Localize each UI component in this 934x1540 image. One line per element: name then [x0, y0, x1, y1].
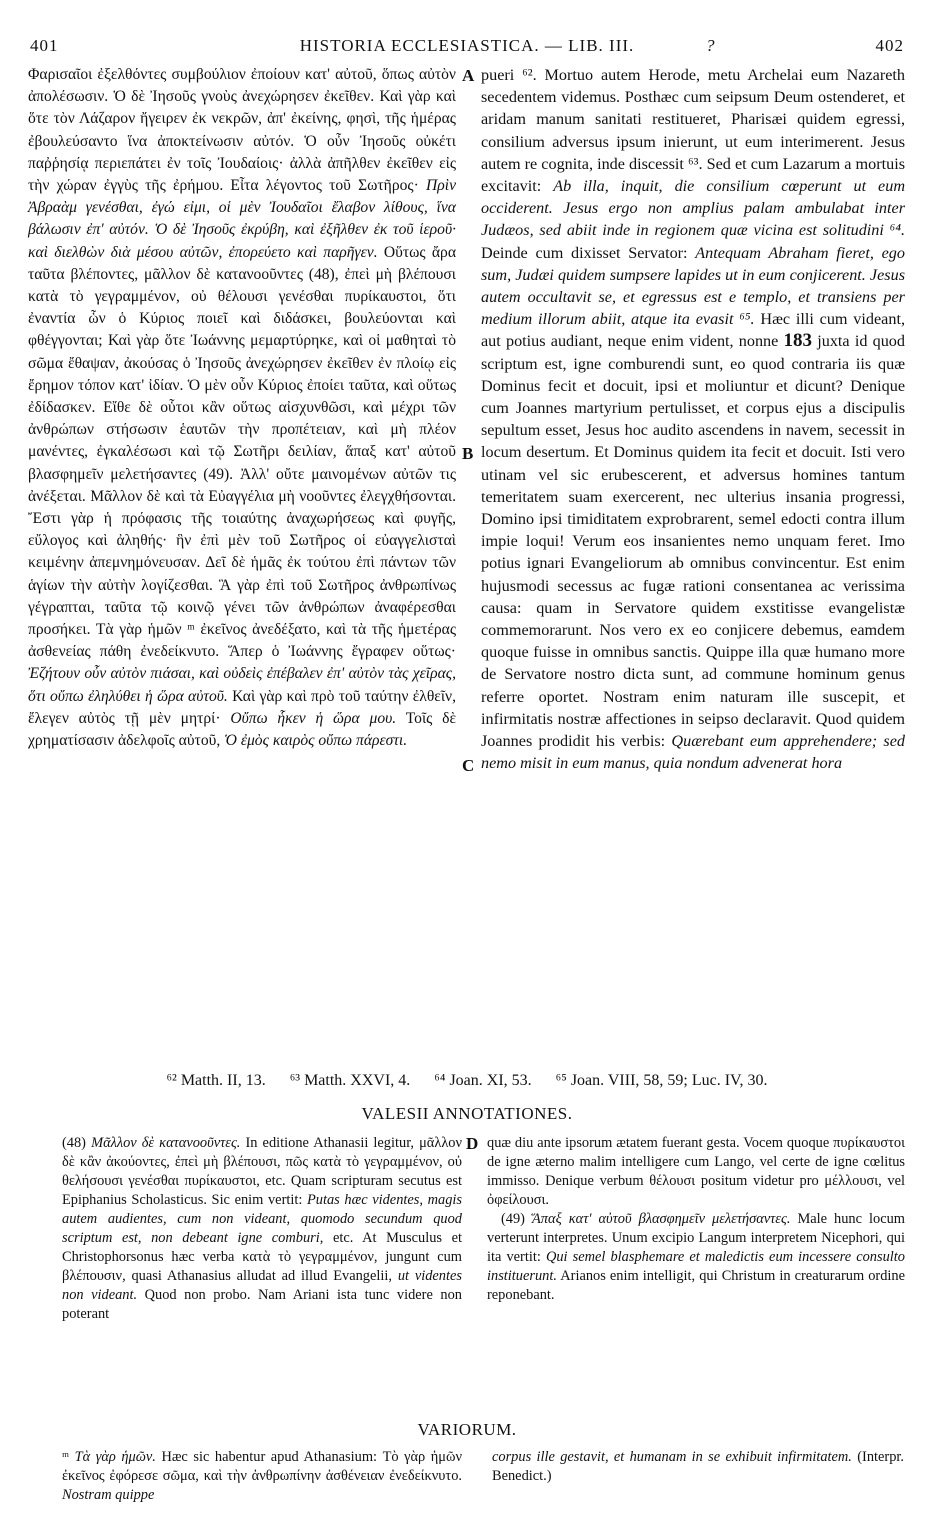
valesii-left: (48) Μᾶλλον δὲ κατανοοῦντες. In editione Athanasii legitur, μᾶλλον δὲ κἂν ἀκούοντες, ἐπεὶ μὴ βλέπουσι, πῶς κατὰ τὸ γεγραμμένον, οὐ θελήσουσι γενέσθαι πυρίκαυστοι, etc. Quam scripturam secutus est Epiphanius Scholasticus. Sic enim vertit: Putas hæc videntes, magis autem audientes, cum non videant, quomodo secundum quod scriptum est, non debeant igne comburi, etc. At Musculus et Christophorsonus hæc verba κατὰ τὸ γεγραμμένον, jungunt cum βλέπουσιν, quasi Athanasius alludat ad illud Evangelii, ut videntes non videant. Quod non probo. Nam Ariani ista tunc videre non poterant: [62, 1135, 463, 1322]
margin-letter-c: C: [462, 756, 475, 775]
greek-paragraph: Φαρισαῖοι ἐξελθόντες συμβούλιον ἐποίουν κατ' αὐτοῦ, ὅπως αὐτὸν ἀπολέσωσιν. Ὁ δὲ Ἰησοῦς γνοὺς ἀνεχώρησεν ἐκεῖθεν. Καὶ γὰρ καὶ ὅτε τὸν Λάζαρον ἤγειρεν ἐκ νεκρῶν, ἀπ' ἐκείνης, φησὶ, τῆς ἡμέρας ἐβουλεύσαντο ἵνα ἀποκτείνωσιν αὐτόν. Ὁ οὖν Ἰησοῦς οὐκέτι παῤῥησίᾳ περιεπάτει ἐν τοῖς Ἰουδαίοις· ἀλλὰ ἀπῆλθεν ἐκεῖθεν εἰς τὴν χώραν ἐγγὺς τῆς ἐρήμου. Εἶτα λέγοντος τοῦ Σωτῆρος· Πρὶν Ἀβραὰμ γενέσθαι, ἐγώ εἰμι, οἱ μὲν Ἰουδαῖοι ἔλαβον λίθους, ἵνα βάλωσιν ἐπ' αὐτόν. Ὁ δὲ Ἰησοῦς ἐκρύβη, καὶ ἐξῆλθεν ἐκ τοῦ ἱεροῦ· καὶ διελθὼν διὰ μέσου αὐτῶν, ἐπορεύετο καὶ παρῆγεν. Οὕτως ἄρα ταῦτα βλέποντες, μᾶλλον δὲ κατανοοῦντες (48), ἐπεὶ μὴ βλέπουσι κατὰ τὸ γεγραμμένον, οὐ θέλουσι γενέσθαι πυρίκαυστοι, ὅτι ἐναντία ὧν ὁ Κύριος ποιεῖ καὶ διδάσκει, βουλεύονται καὶ φθέγγονται; Καὶ γὰρ ὅτε Ἰωάννης μεμαρτύρηκε, καὶ οἱ μαθηταὶ τὸ σῶμα ἔθαψαν, ἀκούσας ὁ Ἰησοῦς ἀνεχώρησεν ἐκεῖθεν ἐν πλοίῳ εἰς ἔρημον τόπον κατ' ἰδίαν. Ὁ μὲν οὖν Κύριος ἐποίει ταῦτα, καὶ οὕτως ἐδίδασκεν. Εἴθε δὲ οὗτοι κἂν οὕτως αἰσχυνθῶσι, καὶ μέχρι τῶν ἀνθρώπων στήσωσιν ἑαυτῶν τὴν προπέτειαν, καὶ μὴ πλέον μανέντες, ἐγκαλέσωσι καὶ τῷ Σωτῆρι δειλίαν, ἅπαξ κατ' αὐτοῦ βλασφημεῖν μελετήσαντες (49). Ἀλλ' οὔτε μαινομένων αὐτῶν τις ἀνέξεται. Μᾶλλον δὲ καὶ τὰ Εὐαγγέλια μὴ νοοῦντες ἐλεγχθήσονται. Ἔστι γὰρ ἡ πρόφασις τῆς τοιαύτης ἀναχωρήσεως καὶ φυγῆς, εὔλογος καὶ ἀληθής· ἣν ἐπὶ μὲν τοῦ Σωτῆρος οἱ εὐαγγελισταὶ κειμένην ἀπεμνημόνευσαν. Δεῖ δὲ ἡμᾶς ἐκ τούτου ἐπὶ πάντων τῶν ἁγίων τὴν αὐτὴν λογίζεσθαι. Ἃ γὰρ ἐπὶ τοῦ Σωτῆρος ἀνθρωπίνως γέγραπται, ταῦτα τῷ κοινῷ γένει τῶν ἀνθρώπων ἀναφέρεσθαι προσήκει. Τὰ γὰρ ἡμῶν ᵐ ἐκεῖνος ἀνεδέξατο, καὶ τὰ τῆς ἡμετέρας ἀσθενείας πάθη ἐνεδείκνυτο. Ἅπερ ὁ Ἰωάννης ἔγραφεν οὕτως· Ἐζήτουν οὖν αὐτὸν πιάσαι, καὶ οὐδεὶς ἐπέβαλεν ἐπ' αὐτὸν τὰς χεῖρας, ὅτι οὔπω ἐληλύθει ἡ ὥρα αὐτοῦ. Καὶ γὰρ καὶ πρὸ τοῦ ταύτην ἐλθεῖν, ἔλεγεν αὐτὸς τῇ μὲν μητρί· Οὔπω ἧκεν ἡ ὥρα μου. Τοῖς δὲ χρηματίσασιν ἀδελφοῖς αὐτοῦ, Ὁ ἐμὸς καιρὸς οὔπω πάρεστι.: [28, 66, 457, 750]
valesii-heading: VALESII ANNOTATIONES.: [361, 1104, 573, 1123]
latin-paragraph: pueri ⁶². Mortuo autem Herode, metu Archelai eum Nazareth secedentem videmus. Posthæc cum seipsum Deum ostenderet, et aridam manum sanitati restitueret, Pharisæi quidem egressi, consilium adversus ipsum inierunt, ut eum interimerent. Jesus autem re cognita, inde discessit ⁶³. Sed et cum Lazarum a mortuis excitavit: Ab illa, inquit, die consilium cœperunt ut eum occiderent. Jesus ergo non amplius palam ambulabat inter Judæos, sed abiit inde in regionem quæ vicina est solitudini ⁶⁴. Deinde cum dixisset Servator: Antequam Abraham fieret, ego sum, Judæi quidem sumpsere lapides ut in eum conjicerent. Jesus autem occultavit se, et egressus est e templo, et transiens per medium illorum abiit, atque ita evasit ⁶⁵. Hæc illi cum videant, aut potius audiant, neque enim vident, nonne 183 juxta id quod scriptum est, igne comburendi sunt, eo quod contraria iis quæ Dominus fecit et docuit, ipsi et moliuntur et dicunt? Denique cum Joannes martyrium pertulisset, et corpus ejus a discipulis sepultum esset, Jesus hoc audito ascendens in navem, secessit in locum desertum. Et Dominus quidem ita fecit et docuit. Isti vero utinam vel sic erubescerent, et adversus homines tantum temeritatem suam exercerent, nec ulterius insania progressi, Domino ipsi timiditatem exprobrarent, semel edocti contra illum impie loqui! Verum eos insanientes nemo unquam feret. Imo potius ignari Evangeliorum ab omnibus convincentur. Est enim hujusmodi secessus ac fugæ rationi consentanea ac verissima causa: quam in Servatore quidem exstitisse evangelistæ commemorarunt. Nos vero ex eo conjicere debemus, eamdem quoque fuisse in omnibus sanctis. Quippe illa quæ humano more de Servatore nostro dicta sunt, ad commune hominum genus referre oportet. Nostram enim naturam ille suscepit, et infirmitatis nostræ affectiones in seipso declaravit. Quod quidem Joannes prodidit his verbis: Quærebant eum apprehendere; sed nemo misit in eum manus, quia nondum advenerat hora: [481, 66, 906, 773]
variorum-left: ᵐ Τὰ γὰρ ἡμῶν. Hæc sic habentur apud Athanasium: Τὸ γὰρ ἡμῶν ἐκεῖνος ἐφόρεσε σῶμα, καὶ τὴν ἀνθρωπίνην ἀσθένειαν ἐνεδείκνυτο. Nostram quippe: [62, 1449, 462, 1503]
page-number-left: 401: [30, 36, 59, 55]
greek-column: [28, 64, 456, 752]
valesii-right: quæ diu ante ipsorum ætatem fuerant gesta. Vocem quoque πυρίκαυστοι de igne æterno malim intelligere cum Lango, vel certe de igne cœlitus immisso. Denique verbum θέλουσι positum videtur pro μέλλουσι, vel ὀφείλουσι. (49) Ἅπαξ κατ' αὐτοῦ βλασφημεῖν μελετήσαντες. Male hunc locum verterunt interpretes. Unum excipio Langum interpretem Nicephori, qui ita vertit: Qui semel blasphemare et maledictis eum incessere consulto instituerunt. Arianos enim intelligit, qui Christum in creaturarum ordine reponebant.: [487, 1135, 905, 1303]
running-title: HISTORIA ECCLESIASTICA. — LIB. III.: [299, 36, 635, 55]
margin-letter-a: A: [462, 66, 475, 85]
footnote: ⁶⁵ Joan. VIII, 58, 59; Luc. IV, 30.: [555, 1072, 768, 1089]
page-header: [30, 36, 904, 60]
footnotes: [0, 1072, 934, 1090]
variorum-heading: VARIORUM.: [417, 1420, 517, 1439]
margin-letter-d: D: [466, 1134, 479, 1153]
footnote: ⁶⁴ Joan. XI, 53.: [434, 1072, 532, 1089]
footnote: ⁶³ Matth. XXVI, 4.: [289, 1072, 411, 1089]
page-number-right: 402: [875, 36, 904, 55]
variorum-right: corpus ille gestavit, et humanam in se exhibuit infirmitatem. (Interpr. Benedict.): [492, 1449, 904, 1484]
column-number: 183: [783, 330, 813, 352]
stray-mark: ?: [706, 36, 716, 55]
margin-letter-b: B: [462, 444, 474, 463]
footnote: ⁶² Matth. II, 13.: [166, 1072, 266, 1089]
latin-column: [481, 64, 905, 775]
